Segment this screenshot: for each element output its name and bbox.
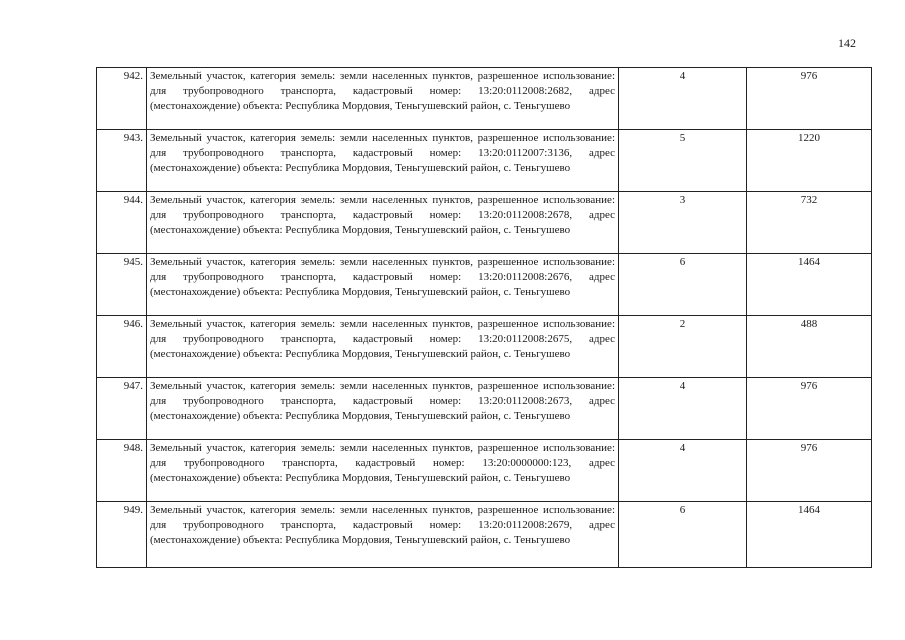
table-row — [97, 378, 872, 440]
area-cell: 488 — [747, 316, 872, 378]
plot-description: Земельный участок, категория земель: земли населенных пунктов, разрешенное использование: для трубопроводного транспорта, кадастровый номер: 13:20:0112008:2676, адрес (местонахождение) объекта: Республика Мордовия, Теньгушевский район, с. Теньгушево — [147, 254, 619, 316]
area-cell: 1464 — [747, 502, 872, 568]
plot-description: Земельный участок, категория земель: земли населенных пунктов, разрешенное использование: для трубопроводного транспорта, кадастровый номер: 13:20:0112008:2678, адрес (местонахождение) объекта: Республика Мордовия, Теньгушевский район, с. Теньгушево — [147, 192, 619, 254]
row-number: 945. — [97, 254, 147, 316]
area-cell: 1220 — [747, 130, 872, 192]
row-number: 946. — [97, 316, 147, 378]
table-row — [97, 130, 872, 192]
quantity-cell: 6 — [619, 254, 747, 316]
row-number: 947. — [97, 378, 147, 440]
quantity-cell: 4 — [619, 378, 747, 440]
quantity-cell: 4 — [619, 440, 747, 502]
row-number: 943. — [97, 130, 147, 192]
table-row — [97, 502, 872, 568]
plot-description: Земельный участок, категория земель: земли населенных пунктов, разрешенное использование: для трубопроводного транспорта, кадастровый номер: 13:20:0000000:123, адрес (местонахождение) объекта: Республика Мордовия, Теньгушевский район, с. Теньгушево — [147, 440, 619, 502]
plot-description: Земельный участок, категория земель: земли населенных пунктов, разрешенное использование: для трубопроводного транспорта, кадастровый номер: 13:20:0112008:2682, адрес (местонахождение) объекта: Республика Мордовия, Теньгушевский район, с. Теньгушево — [147, 68, 619, 130]
quantity-cell: 5 — [619, 130, 747, 192]
table-row — [97, 68, 872, 130]
quantity-cell: 4 — [619, 68, 747, 130]
quantity-cell: 3 — [619, 192, 747, 254]
plot-description: Земельный участок, категория земель: земли населенных пунктов, разрешенное использование: для трубопроводного транспорта, кадастровый номер: 13:20:0112008:2673, адрес (местонахождение) объекта: Республика Мордовия, Теньгушевский район, с. Теньгушево — [147, 378, 619, 440]
row-number: 948. — [97, 440, 147, 502]
land-plots-table — [96, 67, 872, 568]
row-number: 942. — [97, 68, 147, 130]
table-row — [97, 254, 872, 316]
quantity-cell: 6 — [619, 502, 747, 568]
table-row — [97, 192, 872, 254]
area-cell: 976 — [747, 68, 872, 130]
plot-description: Земельный участок, категория земель: земли населенных пунктов, разрешенное использование: для трубопроводного транспорта, кадастровый номер: 13:20:0112008:2675, адрес (местонахождение) объекта: Республика Мордовия, Теньгушевский район, с. Теньгушево — [147, 316, 619, 378]
page-number: 142 — [838, 36, 856, 50]
area-cell: 732 — [747, 192, 872, 254]
quantity-cell: 2 — [619, 316, 747, 378]
table-row — [97, 440, 872, 502]
area-cell: 976 — [747, 378, 872, 440]
area-cell: 976 — [747, 440, 872, 502]
area-cell: 1464 — [747, 254, 872, 316]
plot-description: Земельный участок, категория земель: земли населенных пунктов, разрешенное использование: для трубопроводного транспорта, кадастровый номер: 13:20:0112008:2679, адрес (местонахождение) объекта: Республика Мордовия, Теньгушевский район, с. Теньгушево — [147, 502, 619, 568]
table-row — [97, 316, 872, 378]
row-number: 944. — [97, 192, 147, 254]
row-number: 949. — [97, 502, 147, 568]
plot-description: Земельный участок, категория земель: земли населенных пунктов, разрешенное использование: для трубопроводного транспорта, кадастровый номер: 13:20:0112007:3136, адрес (местонахождение) объекта: Республика Мордовия, Теньгушевский район, с. Теньгушево — [147, 130, 619, 192]
